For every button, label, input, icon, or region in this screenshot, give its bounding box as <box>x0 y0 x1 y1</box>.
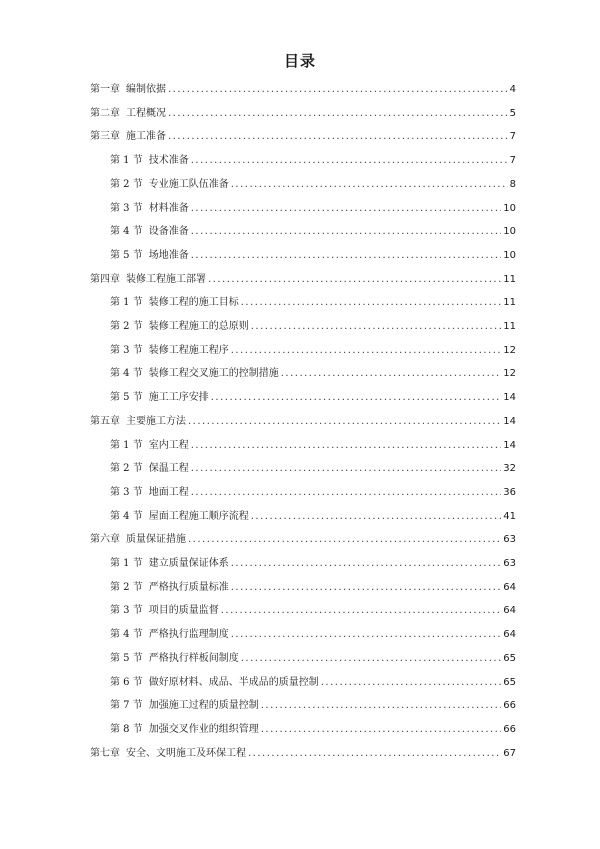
toc-dot-leader <box>221 603 502 619</box>
toc-entry-number: 第 3 节 <box>110 344 143 356</box>
toc-entry-number: 第 2 节 <box>110 321 143 332</box>
toc-entry-page-number: 64 <box>503 629 516 641</box>
toc-entry-title: 施工准备 <box>126 131 166 143</box>
toc-entry-page-number: 11 <box>503 297 516 309</box>
toc-entry-title: 质量保证措施 <box>126 534 186 546</box>
toc-entry-page-number: 65 <box>503 676 516 688</box>
toc-entry-number: 第 1 节 <box>110 439 143 451</box>
toc-section-entry[interactable] <box>110 722 516 738</box>
toc-dot-leader <box>211 390 502 406</box>
toc-entry-number: 第 6 节 <box>110 676 143 688</box>
toc-entry-page-number: 10 <box>503 202 516 214</box>
toc-entry-page-number: 41 <box>503 510 516 522</box>
toc-entry-page-number: 65 <box>503 652 516 664</box>
toc-entry-title: 施工工序安排 <box>148 392 209 404</box>
toc-entry-title: 技术准备 <box>148 155 189 167</box>
toc-entry-title: 材料准备 <box>148 202 189 214</box>
toc-dot-leader <box>241 295 502 311</box>
toc-entry-page-number: 10 <box>503 249 516 261</box>
toc-entry-number: 第三章 <box>90 131 120 143</box>
toc-entry-number: 第 1 节 <box>110 558 143 569</box>
toc-section-entry[interactable] <box>110 580 516 596</box>
toc-entry-page-number: 12 <box>503 368 516 380</box>
toc-entry-page-number: 4 <box>509 84 516 95</box>
toc-entry-number: 第 3 节 <box>110 202 143 214</box>
toc-dot-leader <box>231 580 502 596</box>
toc-dot-leader <box>191 201 502 217</box>
toc-dot-leader <box>191 248 502 264</box>
toc-entry-page-number: 12 <box>503 344 516 356</box>
toc-entry-title: 加强施工过程的质量控制 <box>148 700 259 712</box>
toc-entry-page-number: 14 <box>503 392 516 404</box>
toc-section-entry[interactable] <box>110 295 516 311</box>
toc-section-entry[interactable] <box>110 556 516 572</box>
toc-entry-page-number: 64 <box>503 581 516 593</box>
toc-dot-leader <box>231 627 502 643</box>
toc-entry-number: 第 4 节 <box>110 510 143 522</box>
toc-entry-number: 第 8 节 <box>110 723 143 735</box>
toc-entry-page-number: 11 <box>503 273 516 285</box>
toc-entry-number: 第四章 <box>90 273 120 285</box>
toc-entry-title: 装修工程施工部署 <box>126 273 206 285</box>
toc-entry-number: 第一章 <box>90 84 120 95</box>
toc-chapter-entry[interactable] <box>90 106 516 122</box>
toc-dot-leader <box>231 343 502 359</box>
toc-dot-leader <box>191 485 502 501</box>
toc-dot-leader <box>191 461 502 477</box>
toc-entry-number: 第 4 节 <box>110 629 143 641</box>
toc-entry-title: 建立质量保证体系 <box>148 558 229 569</box>
toc-entry-number: 第二章 <box>90 107 120 119</box>
toc-dot-leader <box>168 129 508 145</box>
toc-entry-number: 第 1 节 <box>110 297 143 309</box>
toc-chapter-entry[interactable] <box>90 414 516 430</box>
toc-dot-leader <box>188 414 501 430</box>
toc-entry-page-number: 64 <box>503 605 516 617</box>
toc-entry-number: 第 2 节 <box>110 581 143 593</box>
toc-dot-leader <box>321 675 502 691</box>
toc-section-entry[interactable] <box>110 248 516 264</box>
toc-entry-number: 第 5 节 <box>110 392 143 404</box>
toc-entry-page-number: 14 <box>503 415 516 427</box>
toc-dot-leader <box>248 746 501 762</box>
toc-dot-leader <box>251 319 502 335</box>
toc-dot-leader <box>281 366 502 382</box>
toc-section-entry[interactable] <box>110 461 516 477</box>
toc-dot-leader <box>251 509 502 525</box>
toc-dot-leader <box>191 224 502 240</box>
toc-dot-leader <box>188 532 501 548</box>
toc-entry-page-number: 7 <box>509 155 516 167</box>
toc-entry-title: 主要施工方法 <box>126 415 186 427</box>
toc-entry-page-number: 5 <box>509 107 516 119</box>
toc-entry-number: 第 1 节 <box>110 155 143 167</box>
toc-section-entry[interactable] <box>110 201 516 217</box>
toc-section-entry[interactable] <box>110 390 516 406</box>
toc-entry-page-number: 66 <box>503 700 516 712</box>
toc-dot-leader <box>241 651 502 667</box>
toc-section-entry[interactable] <box>110 366 516 382</box>
toc-chapter-entry[interactable] <box>90 532 516 548</box>
toc-chapter-entry[interactable] <box>90 82 516 98</box>
toc-entry-title: 屋面工程施工顺序流程 <box>148 510 249 522</box>
toc-entry-number: 第五章 <box>90 415 120 427</box>
toc-entry-number: 第 3 节 <box>110 605 143 617</box>
toc-entry-page-number: 63 <box>503 534 516 546</box>
toc-entry-title: 保温工程 <box>148 463 189 475</box>
toc-dot-leader <box>168 82 508 98</box>
toc-section-entry[interactable] <box>110 603 516 619</box>
toc-entry-title: 装修工程施工的总原则 <box>148 321 249 332</box>
toc-dot-leader <box>191 153 508 169</box>
toc-entry-page-number: 32 <box>503 463 516 475</box>
toc-entry-title: 场地准备 <box>148 249 189 261</box>
toc-entry-title: 室内工程 <box>148 439 189 451</box>
toc-entry-page-number: 8 <box>509 178 516 190</box>
toc-entry-number: 第 5 节 <box>110 652 143 664</box>
toc-entry-title: 设备准备 <box>148 226 189 238</box>
toc-section-entry[interactable] <box>110 485 516 501</box>
toc-entry-title: 地面工程 <box>148 486 189 498</box>
toc-entry-number: 第 3 节 <box>110 486 143 498</box>
toc-entry-page-number: 36 <box>503 486 516 498</box>
toc-entry-number: 第 4 节 <box>110 368 143 380</box>
toc-entry-title: 装修工程交叉施工的控制措施 <box>148 368 279 380</box>
toc-section-entry[interactable] <box>110 509 516 525</box>
toc-entry-number: 第 4 节 <box>110 226 143 238</box>
toc-entry-page-number: 11 <box>503 321 516 332</box>
toc-section-entry[interactable] <box>110 698 516 714</box>
toc-dot-leader <box>261 722 502 738</box>
toc-entry-number: 第 2 节 <box>110 178 143 190</box>
toc-entry-page-number: 66 <box>503 723 516 735</box>
toc-section-entry[interactable] <box>110 177 516 193</box>
toc-chapter-entry[interactable] <box>90 129 516 145</box>
toc-chapter-entry[interactable] <box>90 272 516 288</box>
toc-entry-title: 装修工程的施工目标 <box>148 297 239 309</box>
toc-entry-number: 第六章 <box>90 534 120 546</box>
toc-section-entry[interactable] <box>110 675 516 691</box>
toc-entry-number: 第 2 节 <box>110 463 143 475</box>
toc-dot-leader <box>168 106 508 122</box>
toc-entry-number: 第七章 <box>90 747 120 759</box>
toc-entry-title: 编制依据 <box>126 84 166 95</box>
toc-dot-leader <box>208 272 501 288</box>
toc-section-entry[interactable] <box>110 343 516 359</box>
toc-title: 目录 <box>283 52 316 70</box>
toc-section-entry[interactable] <box>110 319 516 335</box>
toc-entry-title: 严格执行样板间制度 <box>148 652 239 664</box>
toc-section-entry[interactable] <box>110 438 516 454</box>
toc-entry-title: 工程概况 <box>126 107 166 119</box>
toc-entry-title: 严格执行监理制度 <box>148 629 229 641</box>
toc-entry-page-number: 7 <box>509 131 516 143</box>
toc-entry-title: 加强交叉作业的组织管理 <box>148 723 259 735</box>
toc-entry-title: 安全、文明施工及环保工程 <box>126 747 246 759</box>
toc-dot-leader <box>261 698 502 714</box>
toc-entry-title: 专业施工队伍准备 <box>148 178 229 190</box>
toc-section-entry[interactable] <box>110 651 516 667</box>
toc-dot-leader <box>191 438 502 454</box>
toc-dot-leader <box>231 177 508 193</box>
toc-entry-title: 装修工程施工程序 <box>148 344 229 356</box>
toc-entry-page-number: 10 <box>503 226 516 238</box>
toc-section-entry[interactable] <box>110 627 516 643</box>
toc-section-entry[interactable] <box>110 153 516 169</box>
toc-entry-number: 第 7 节 <box>110 700 143 712</box>
toc-entry-title: 做好原材料、成品、半成品的质量控制 <box>148 676 319 688</box>
toc-entry-page-number: 14 <box>503 439 516 451</box>
toc-chapter-entry[interactable] <box>90 746 516 762</box>
toc-entry-page-number: 67 <box>503 747 516 759</box>
toc-dot-leader <box>231 556 502 572</box>
toc-entry-title: 项目的质量监督 <box>148 605 219 617</box>
toc-entry-number: 第 5 节 <box>110 249 143 261</box>
toc-entry-page-number: 63 <box>503 558 516 569</box>
toc-entry-title: 严格执行质量标准 <box>148 581 229 593</box>
toc-section-entry[interactable] <box>110 224 516 240</box>
